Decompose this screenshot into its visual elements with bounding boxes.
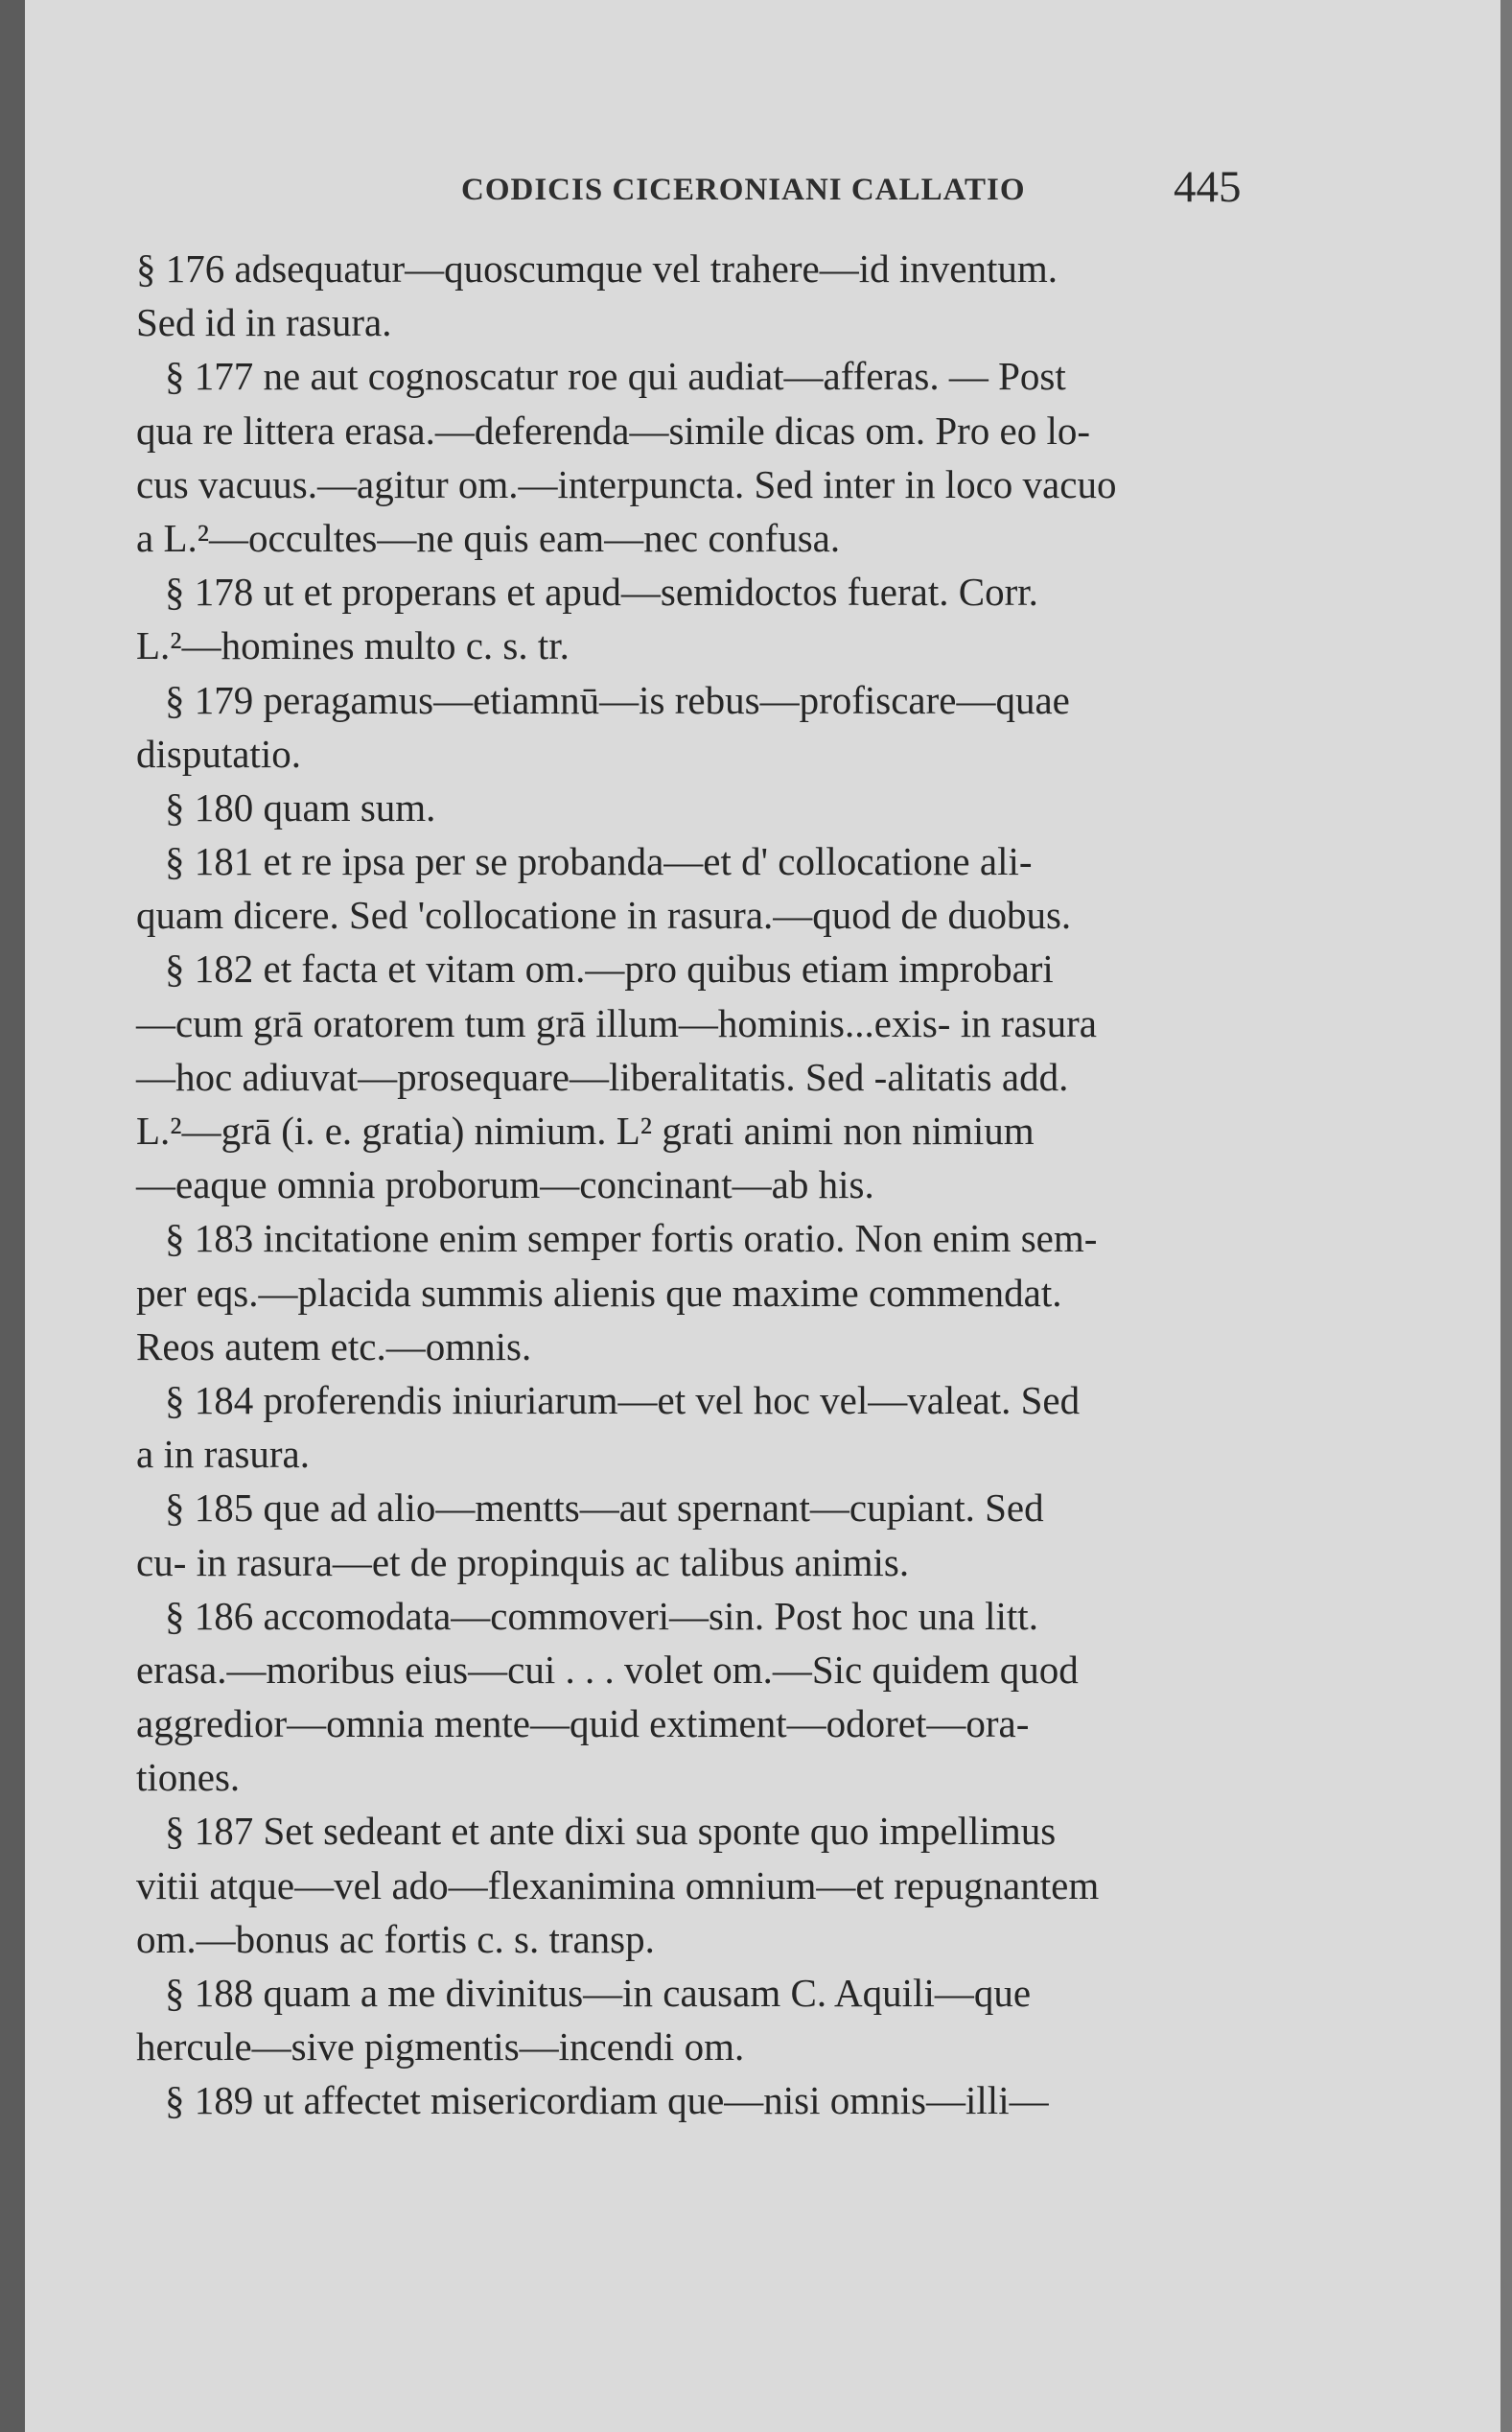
text-line: § 181 et re ipsa per se probanda—et d' collocatione ali- — [165, 839, 1033, 884]
text-line: quam dicere. Sed 'collocatione in rasura.—quod de duobus. — [136, 893, 1072, 938]
text-line: per eqs.—placida summis alienis que maxime commendat. — [136, 1270, 1062, 1315]
text-line: Sed id in rasura. — [136, 300, 392, 345]
text-line: § 187 Set sedeant et ante dixi sua sponte quo impellimus — [165, 1809, 1057, 1854]
text-line: § 177 ne aut cognoscatur roe qui audiat—afferas. — Post — [165, 354, 1066, 399]
text-line: L.²—homines multo c. s. tr. — [136, 623, 570, 668]
text-line: erasa.—moribus eius—cui . . . volet om.—Sic quidem quod — [136, 1647, 1079, 1692]
text-line: vitii atque—vel ado—flexanimina omnium—et repugnantem — [136, 1862, 1100, 1907]
text-line: § 183 incitatione enim semper fortis oratio. Non enim sem- — [165, 1216, 1098, 1261]
text-line: § 180 quam sum. — [165, 784, 436, 830]
running-head: CODICIS CICERONIANI CALLATIO — [461, 173, 1026, 207]
text-line: § 182 et facta et vitam om.—pro quibus etiam improbari — [165, 947, 1054, 992]
text-line: a in rasura. — [136, 1432, 310, 1477]
text-line: aggredior—omnia mente—quid extiment—odoret—ora- — [136, 1701, 1030, 1746]
text-line: § 178 ut et properans et apud—semidoctos fuerat. Corr. — [165, 570, 1038, 615]
text-line: § 185 que ad alio—mentts—aut spernant—cupiant. Sed — [165, 1485, 1044, 1531]
text-line: Reos autem etc.—omnis. — [136, 1323, 532, 1368]
text-line: § 189 ut affectet misericordiam que—nisi omnis—illi— — [165, 2078, 1049, 2123]
text-line: tiones. — [136, 1755, 241, 1800]
text-line: § 188 quam a me divinitus—in causam C. Aquili—que — [165, 1971, 1032, 2015]
page-number: 445 — [1174, 162, 1242, 212]
text-line: § 176 adsequatur—quoscumque vel trahere—id inventum. — [136, 246, 1058, 291]
text-line: § 186 accomodata—commoveri—sin. Post hoc una litt. — [165, 1593, 1038, 1638]
text-line: § 179 peragamus—etiamnū—is rebus—profiscare—quae — [165, 677, 1070, 722]
text-line: —hoc adiuvat—prosequare—liberalitatis. Sed -alitatis add. — [136, 1054, 1069, 1099]
text-line: cu- in rasura—et de propinquis ac talibus animis. — [136, 1539, 910, 1584]
text-line: a L.²—occultes—ne quis eam—nec confusa. — [136, 515, 841, 560]
page-header — [25, 161, 1500, 219]
text-line: hercule—sive pigmentis—incendi om. — [136, 2024, 745, 2070]
text-line: qua re littera erasa.—deferenda—simile dicas om. Pro eo lo- — [136, 408, 1091, 453]
text-line: cus vacuus.—agitur om.—interpuncta. Sed inter in loco vacuo — [136, 461, 1117, 506]
text-line: —eaque omnia proborum—concinant—ab his. — [136, 1162, 874, 1207]
text-line: L.²—grā (i. e. gratia) nimium. L² grati animi non nimium — [136, 1109, 1035, 1153]
text-line: § 184 proferendis iniuriarum—et vel hoc vel—valeat. Sed — [165, 1377, 1081, 1422]
text-line: disputatio. — [136, 731, 301, 776]
body-text — [136, 242, 1246, 2128]
text-line: om.—bonus ac fortis c. s. transp. — [136, 1916, 655, 1961]
text-line: —cum grā oratorem tum grā illum—hominis...exis- in rasura — [136, 1000, 1097, 1045]
